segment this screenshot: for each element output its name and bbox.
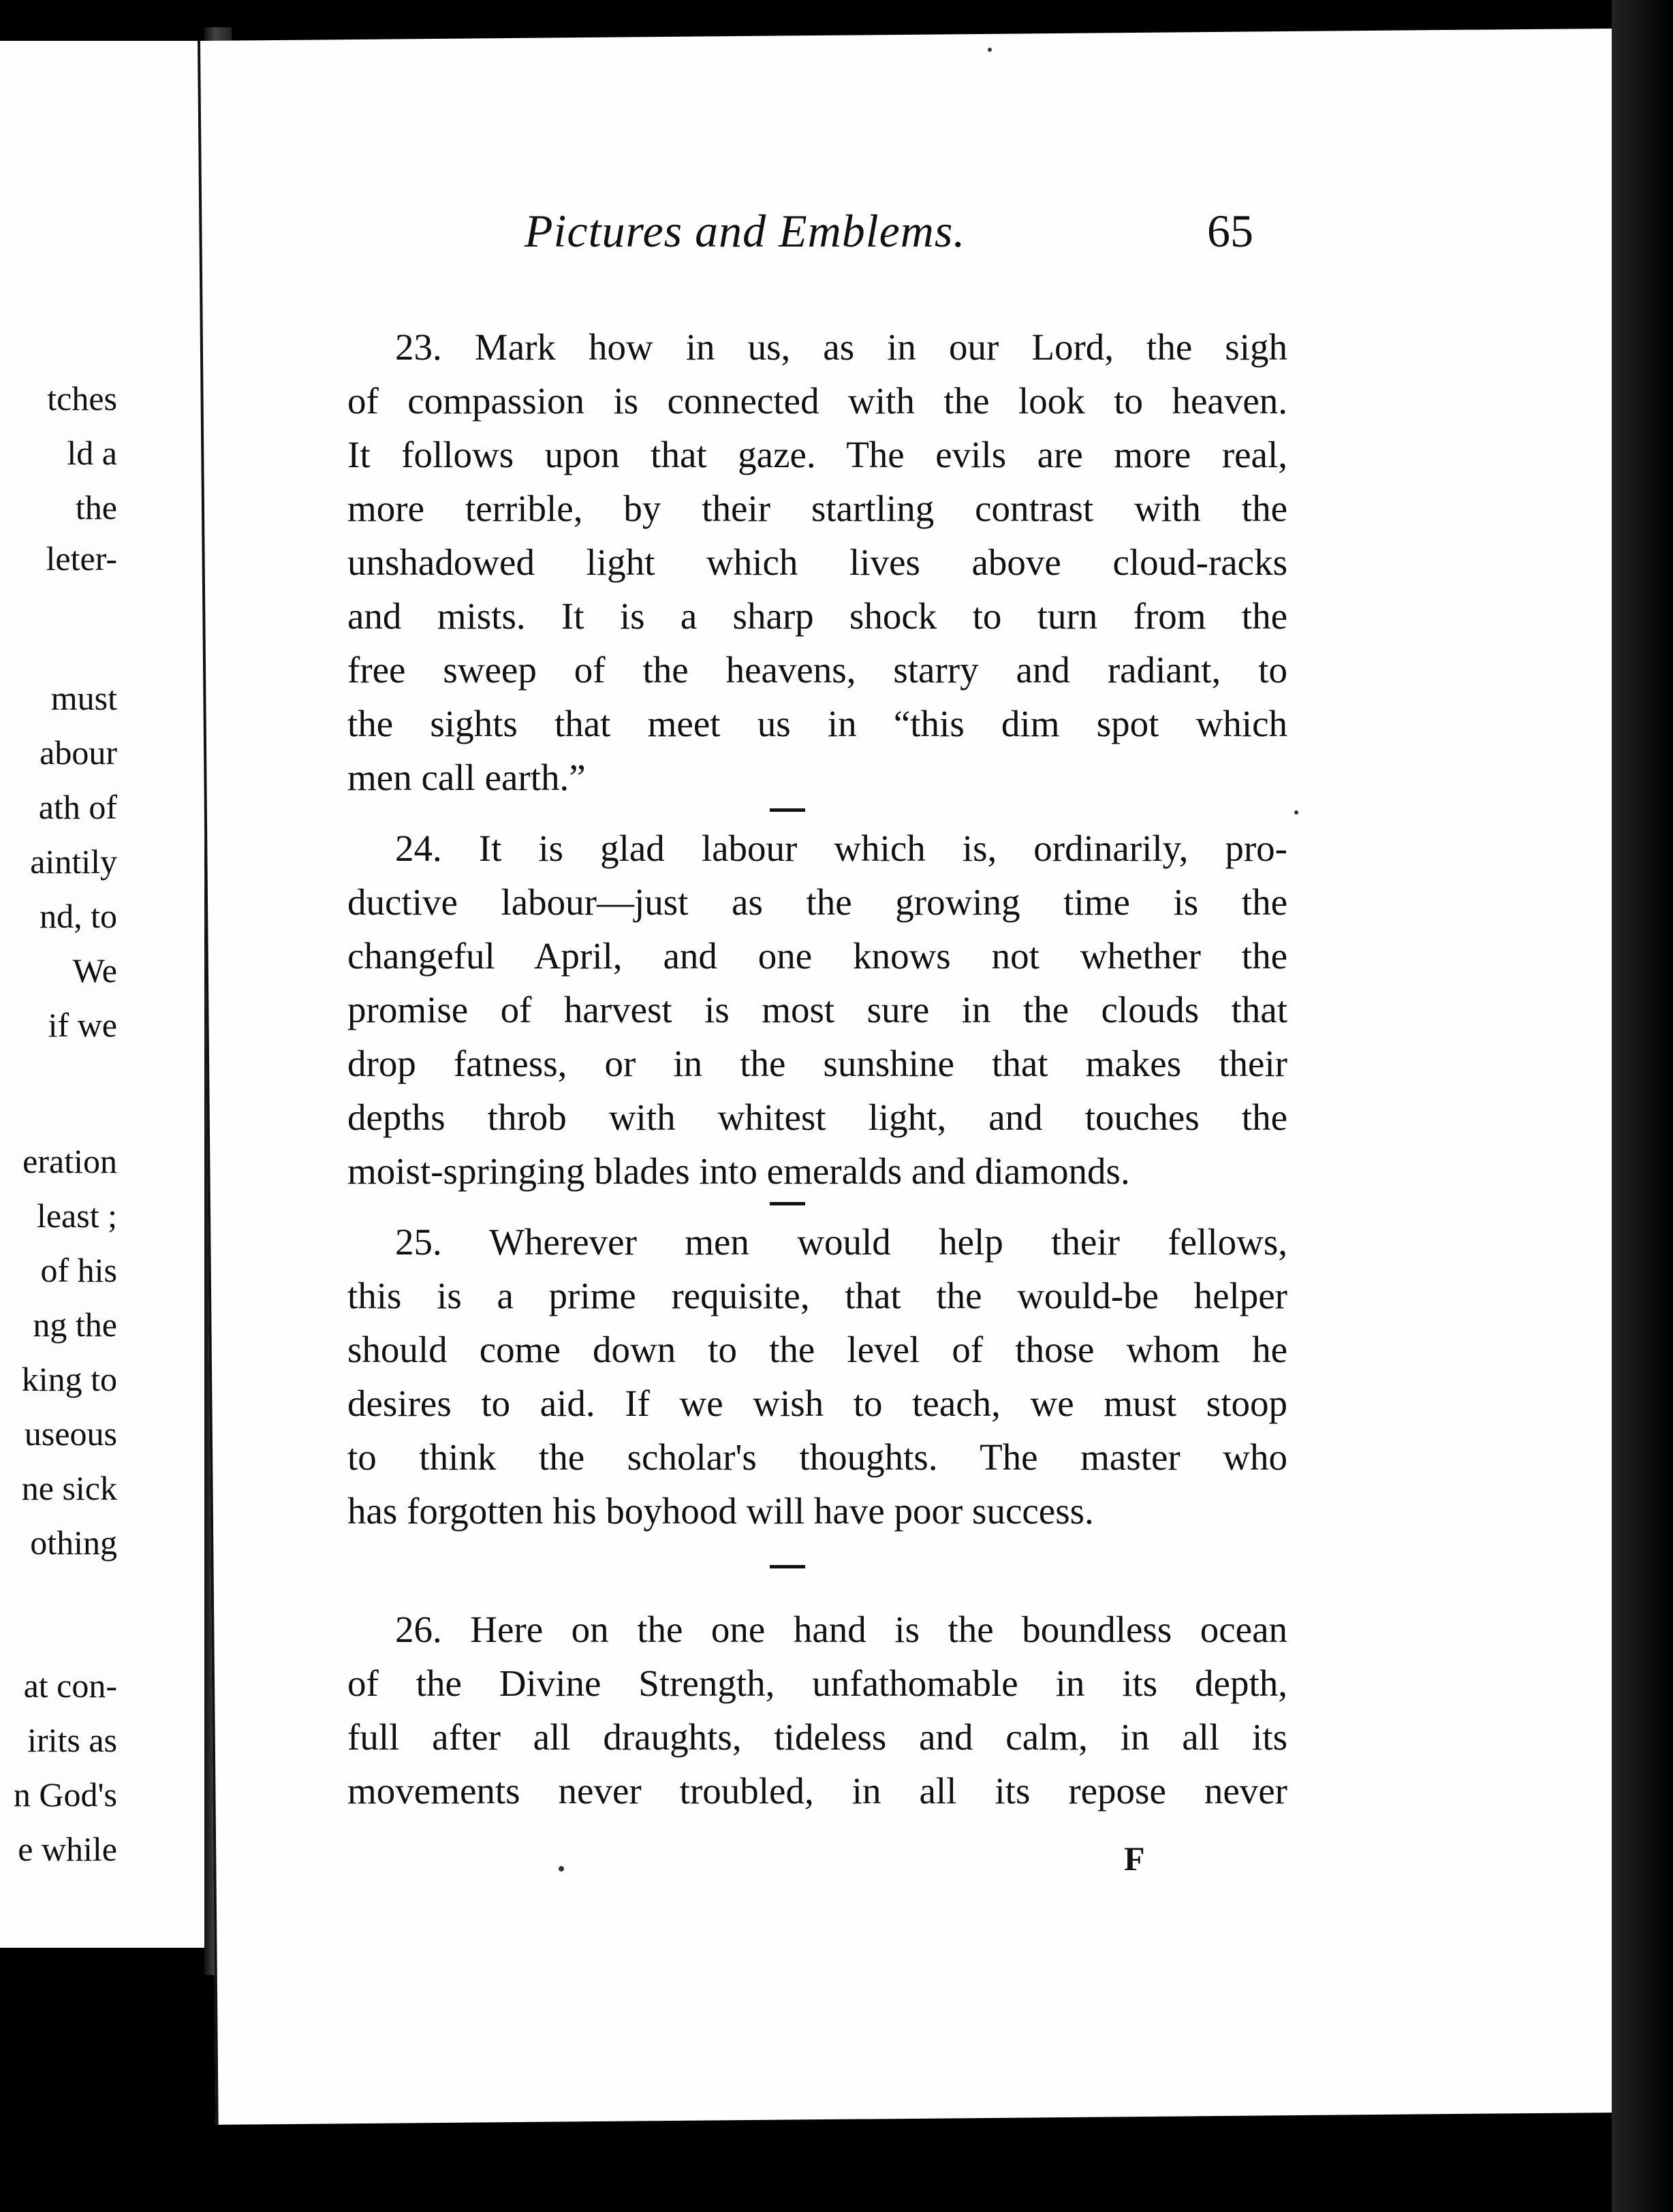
signature-mark: F [1124,1839,1145,1878]
facing-page-line: abour [40,733,117,772]
text-line: full after all draughts, tideless and calm, in all its [347,1716,1287,1758]
text-line: desires to aid. If we wish to teach, we must stoop [347,1382,1287,1424]
facing-page-line: if we [48,1006,117,1044]
text-line: to think the scholar's thoughts. The master who [347,1436,1287,1478]
facing-page [0,41,206,1948]
page-body [347,320,1287,1818]
text-line: drop fatness, or in the sunshine that makes their [347,1043,1287,1084]
text-line: moist-springing blades into emeralds and diamonds. [347,1150,1130,1192]
facing-page-line: nd, to [40,897,117,935]
facing-page-line: ne sick [21,1469,117,1507]
text-line: 24. It is glad labour which is, ordinarily, pro- [395,827,1287,869]
scan-edge [1612,0,1673,2212]
section-separator [770,1202,805,1205]
text-line: should come down to the level of those whom he [347,1329,1287,1370]
facing-page-line: ng the [33,1306,117,1344]
scan-speck [988,48,992,52]
facing-page-line: irits as [27,1721,117,1759]
text-line: more terrible, by their startling contrast with the [347,488,1287,529]
text-line: changeful April, and one knows not whether the [347,935,1287,977]
page-header [313,204,1253,266]
text-line: men call earth.” [347,757,586,798]
text-line: free sweep of the heavens, starry and radiant, to [347,649,1287,691]
section-separator [770,808,805,812]
text-line: ductive labour—just as the growing time is the [347,881,1287,923]
text-line: of the Divine Strength, unfathomable in its depth, [347,1662,1287,1704]
text-line: this is a prime requisite, that the would-be helper [347,1275,1287,1316]
scan-speck [1294,810,1298,815]
facing-page-line: aintily [30,842,117,881]
scan-speck [559,1866,564,1871]
text-line: depths throb with whitest light, and touches the [347,1096,1287,1138]
text-line: 25. Wherever men would help their fellows, [395,1221,1287,1263]
entry-24 [347,821,1287,1205]
facing-page-line: We [72,951,117,990]
facing-page-line: e while [18,1830,117,1868]
text-line: It follows upon that gaze. The evils are more real, [347,434,1287,475]
facing-page-line: at con- [23,1666,117,1705]
facing-page-line: leter- [46,539,117,578]
section-separator [770,1565,805,1568]
text-line: promise of harvest is most sure in the clouds that [347,989,1287,1030]
text-line: 23. Mark how in us, as in our Lord, the sigh [395,326,1287,368]
facing-page-line: ld a [67,434,117,472]
entry-25 [347,1215,1287,1568]
entry-23 [347,320,1287,812]
facing-page-line: king to [21,1360,117,1398]
text-line: 26. Here on the one hand is the boundless ocean [395,1609,1287,1650]
facing-page-line: n God's [13,1775,117,1814]
text-line: has forgotten his boyhood will have poor success. [347,1490,1094,1532]
entry-26 [347,1602,1287,1818]
facing-page-line: least ; [36,1197,117,1235]
text-line: of compassion is connected with the look to heaven. [347,380,1287,422]
text-line: unshadowed light which lives above cloud-racks [347,541,1287,583]
text-line: and mists. It is a sharp shock to turn from the [347,595,1287,637]
facing-page-line: useous [24,1415,117,1453]
facing-page-line: tches [47,379,117,417]
facing-page-line: ath of [38,788,117,826]
text-line: movements never troubled, in all its repose never [347,1770,1287,1812]
facing-page-line: othing [30,1523,117,1562]
facing-page-line: eration [22,1142,117,1180]
facing-page-line: of his [40,1251,117,1289]
text-line: the sights that meet us in “this dim spot which [347,703,1287,744]
facing-page-line: must [50,679,117,717]
page-number: 65 [1207,205,1253,257]
running-head: Pictures and Emblems. [525,205,966,257]
facing-page-line: the [75,488,117,526]
